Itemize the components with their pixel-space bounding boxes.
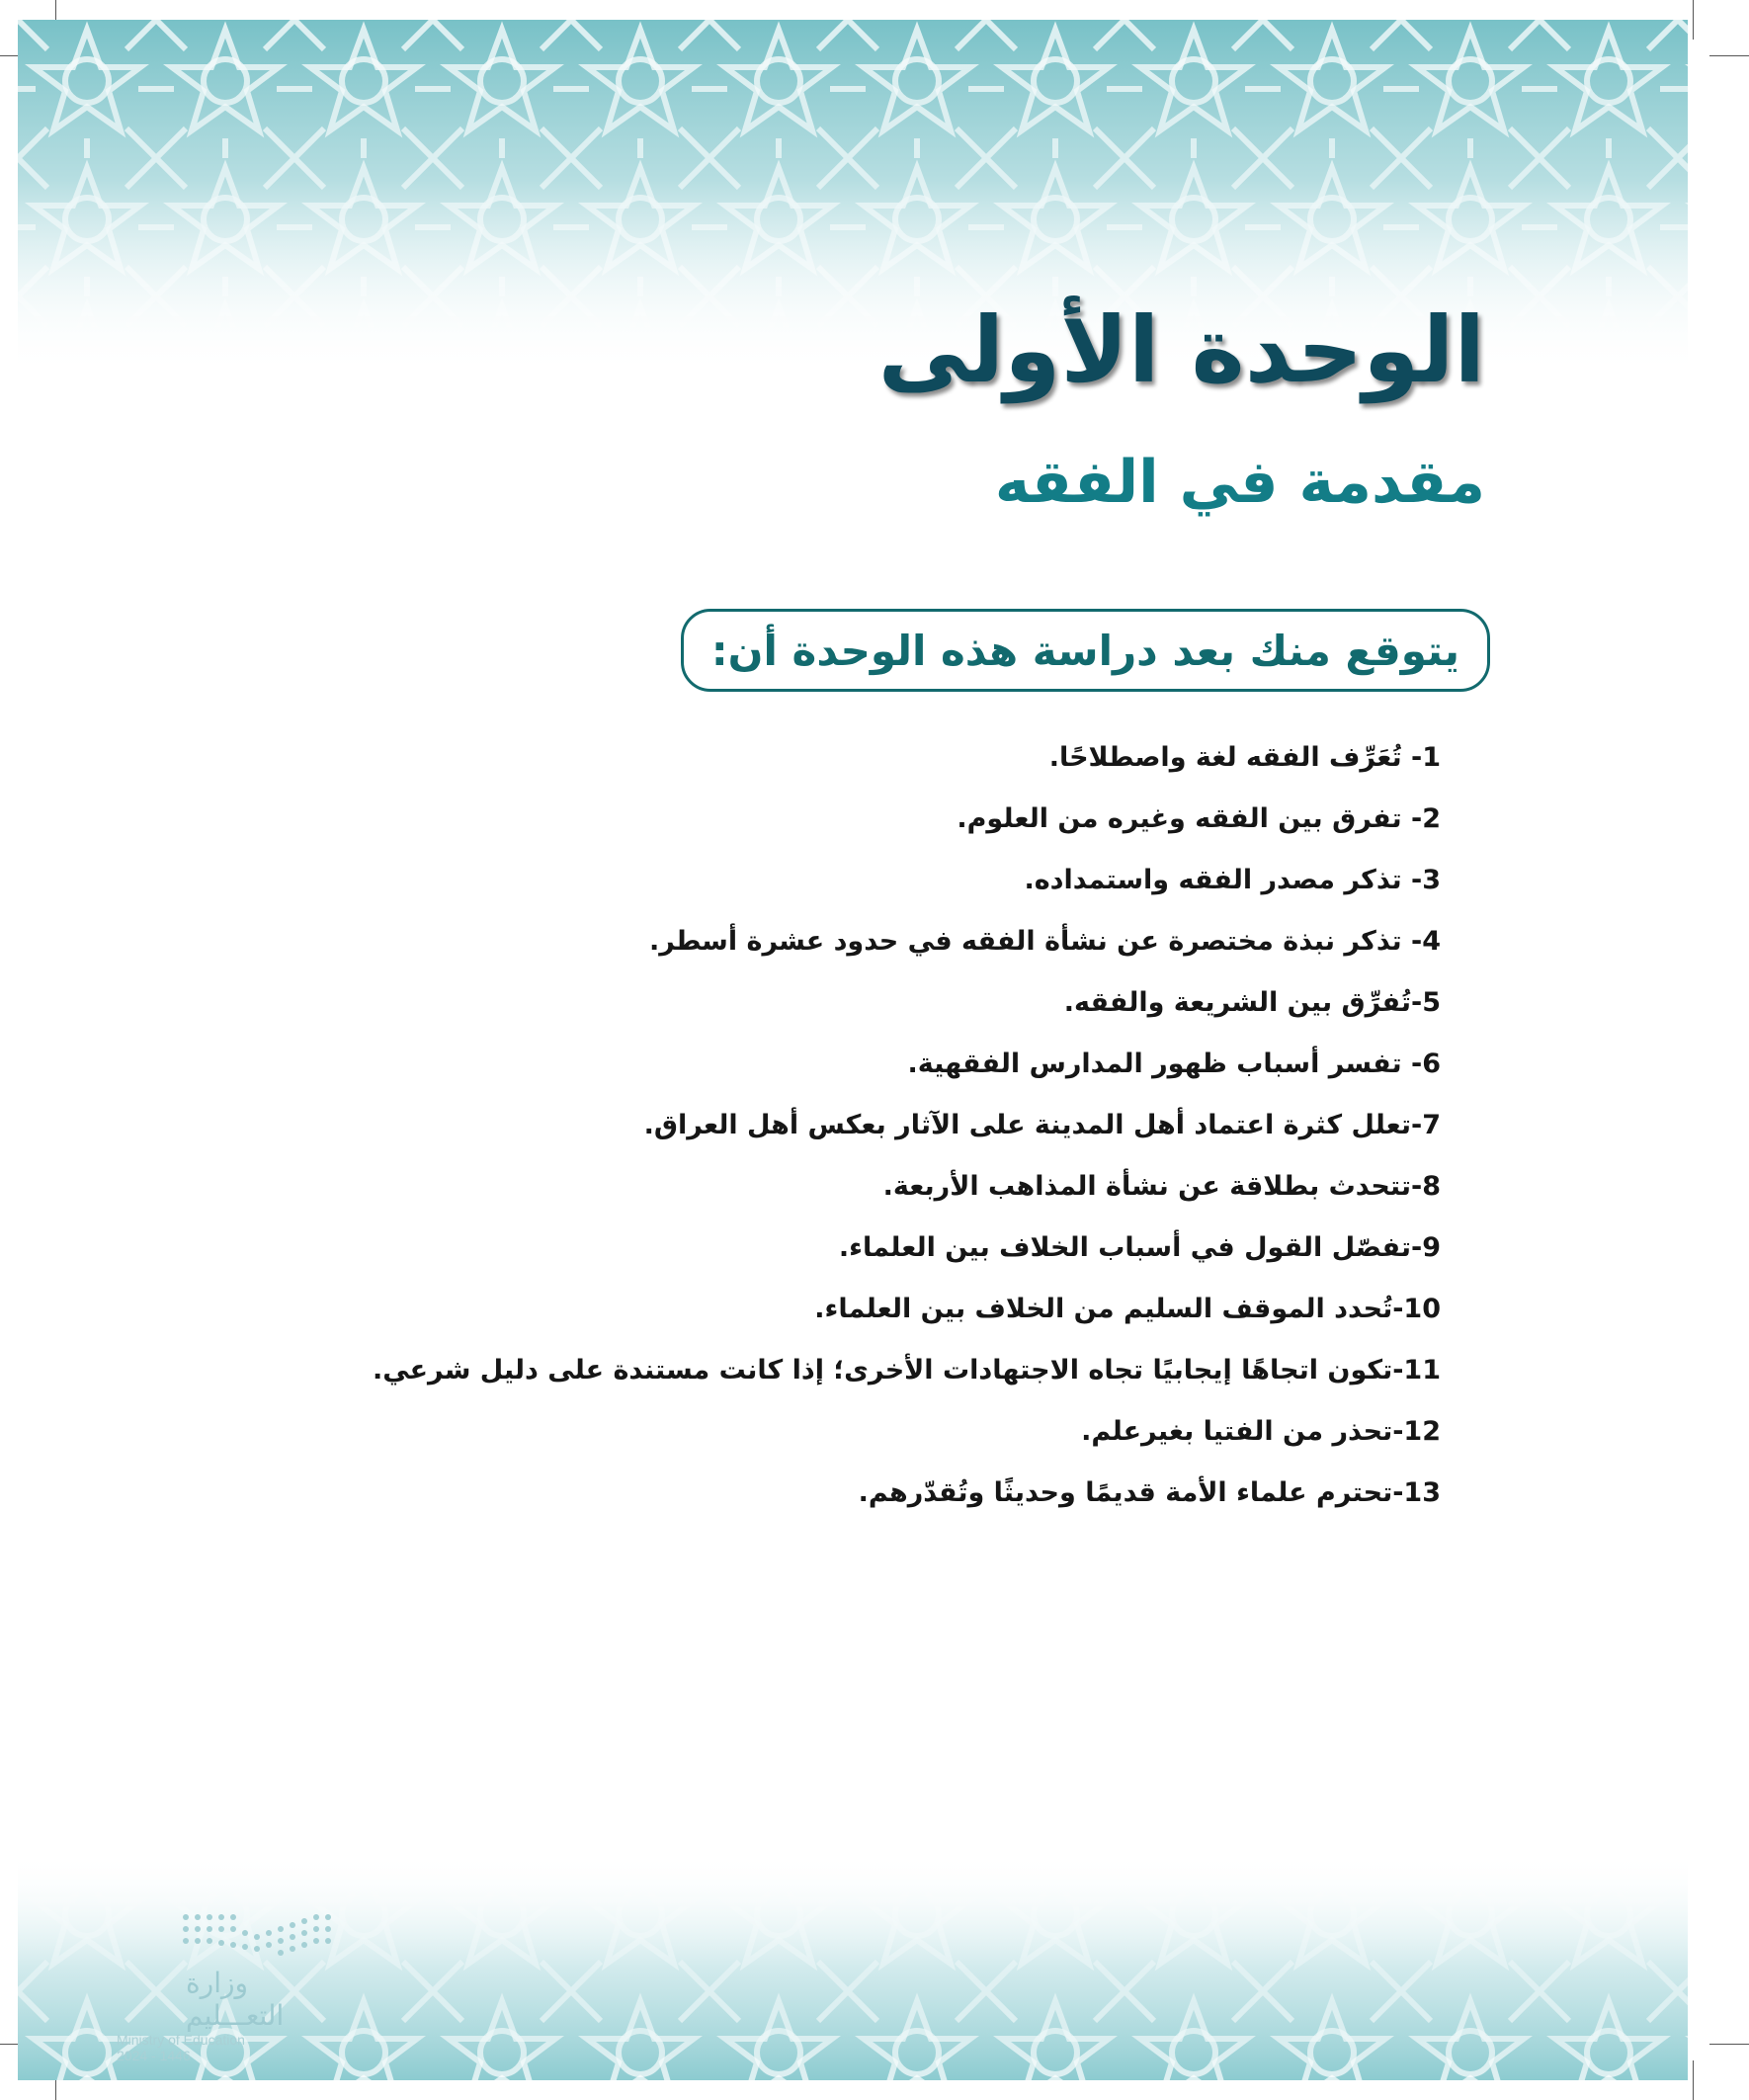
objective-item: 12-تحذر من الفتيا بغيرعلم. [1081, 1416, 1441, 1447]
objective-item: 4- تذكر نبذة مختصرة عن نشأة الفقه في حدود عشرة أسطر. [648, 926, 1441, 957]
ministry-logo-dots-icon [176, 1907, 334, 1967]
textbook-page [18, 20, 1688, 2080]
crop-mark-br-v [1693, 2060, 1694, 2100]
crop-mark-tr-h [1709, 55, 1749, 56]
objective-item: 7-تعلل كثرة اعتماد أهل المدينة على الآثار بعكس أهل العراق. [643, 1110, 1441, 1140]
objective-item: 9-تفصّل القول في أسباب الخلاف بين العلماء. [838, 1232, 1441, 1263]
objective-item: 13-تحترم علماء الأمة قديمًا وحديثًا وتُقدّرهم. [858, 1477, 1441, 1508]
objective-item: 6- تفسر أسباب ظهور المدارس الفقهية. [907, 1049, 1441, 1079]
objectives-heading-box [681, 609, 1490, 692]
objective-item: 10-تُحدد الموقف السليم من الخلاف بين العلماء. [814, 1294, 1441, 1324]
objective-item: 1- تُعَرِّف الفقه لغة واصطلاحًا. [1048, 742, 1441, 773]
objective-item: 2- تفرق بين الفقه وغيره من العلوم. [957, 803, 1441, 834]
objective-item: 5-تُفرِّق بين الشريعة والفقه. [1063, 987, 1441, 1018]
crop-mark-tr-v [1693, 0, 1694, 40]
unit-title: الوحدة الأولى [877, 297, 1485, 403]
crop-mark-br-h [1709, 2044, 1749, 2045]
ministry-logo-year: 2024 - 1446 [117, 2048, 191, 2063]
objective-item: 3- تذكر مصدر الفقه واستمداده. [1024, 865, 1441, 895]
objective-item: 8-تتحدث بطلاقة عن نشأة المذاهب الأربعة. [882, 1171, 1441, 1202]
objectives-heading: يتوقع منك بعد دراسة هذه الوحدة أن: [710, 626, 1459, 675]
unit-subtitle: مقدمة في الفقه [994, 448, 1485, 517]
objectives-list [255, 727, 1441, 1524]
ministry-logo [117, 1907, 334, 2063]
ministry-logo-english: Ministry of Education [117, 2032, 245, 2048]
objective-item: 11-تكون اتجاهًا إيجابيًا تجاه الاجتهادات الأخرى؛ إذا كانت مستندة على دليل شرعي. [373, 1355, 1441, 1386]
ministry-logo-arabic: وزارة التعـــليم [186, 1967, 285, 2032]
